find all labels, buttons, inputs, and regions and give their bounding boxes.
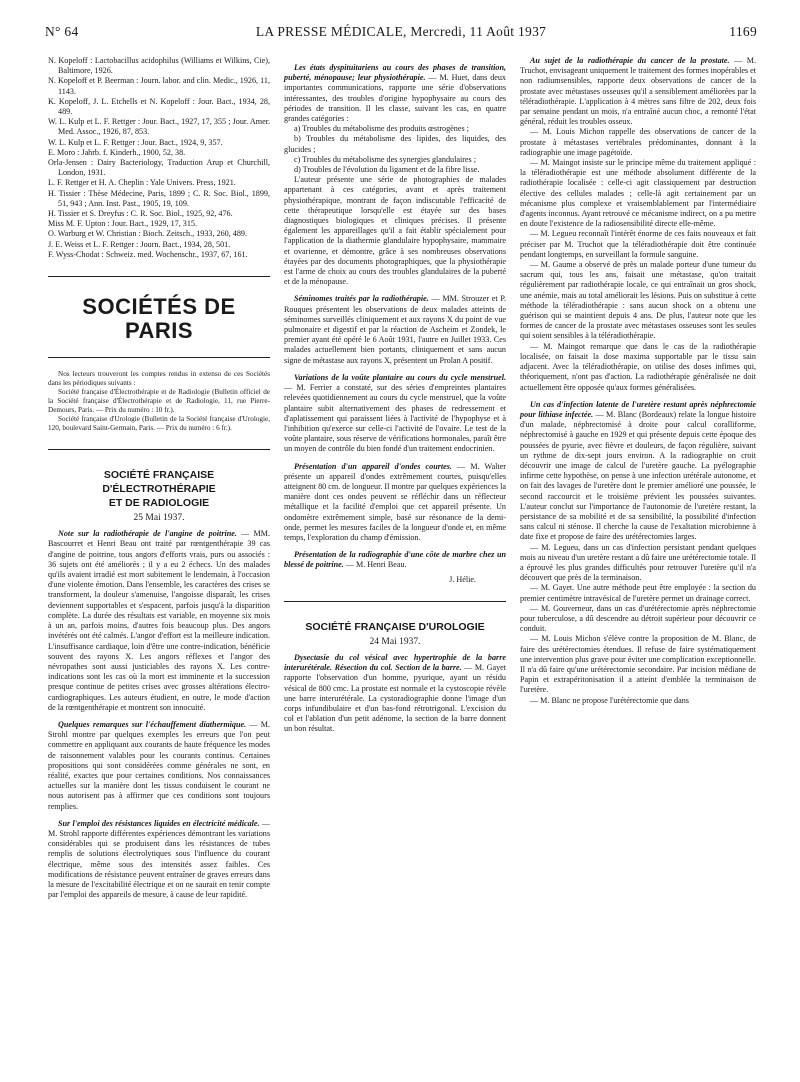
discussion: — M. Legueu, dans un cas d'infection persistant pendant quelques mois au niveau d'un uretère restant a dû faire une urétérectomie totale. Il a éprouvé les plus grandes difficultés pour retrouver l'uretère qu'il n'a découvert que près de la terminaison. [520, 542, 756, 583]
reference: H. Tissier et S. Dreyfus : C. R. Soc. Biol., 1925, 92, 476. [48, 209, 233, 219]
discussion: — M. Louis Michon rappelle des observations de cancer de la prostate à métastases vertébrales prédominantes, donnant à la radiographie une image pagétoïde. [520, 127, 756, 157]
reference: W. L. Kulp et L. F. Rettger : Jour. Bact., 1924, 9, 357. [48, 137, 223, 147]
reference: N. Kopeloff : Lactobacillus acidophilus (Williams et Wilkins, Cie), Baltimore, 1926. [48, 56, 270, 76]
communication-title: Présentation de la radiographie d'une côte de marbre chez un blessé de poitrine. [284, 550, 506, 570]
communication-title: Note sur la radiothérapie de l'angine de poitrine. [58, 529, 237, 539]
communication [284, 63, 506, 124]
session-date: 25 Mai 1937. [133, 513, 185, 524]
communication-title: Les états dyspituitariens au cours des phases de transition, puberté, ménopause; leur physiothérapie. [284, 63, 506, 83]
reference: Miss M. F. Upton : Jour. Bact., 1929, 17, 315. [48, 219, 197, 229]
issue-number: N° 64 [45, 24, 79, 39]
communication [284, 294, 506, 365]
communication-text: — M. Walter présente un appareil d'ondes extrêmement courtes, puisqu'elles atteignent 80 cm. de longueur. Il montre par quelques expériences la manière dont ces ondes peuvent se réfléchir dans un réflecteur métallique et la facilité d'emploi que cet appareil présente. Un ondomètre extrêmement simple, basé sur résonance de la demi-onde, permet les mesures faciles de la longueur d'onde et, en même temps, l'exploration du champ d'émission. [284, 461, 507, 542]
notice-item: Société française d'Électrothérapie et de Radiologie (Bulletin officiel de la Société française d'Électrothérapie et de Radiologie, 11, rue Pierre-Demours, Paris. — Prix du numéro : 10 fr.). [48, 388, 270, 415]
section-heading: SOCIÉTÉS DE PARIS [82, 294, 236, 344]
list-item: b) Troubles du métabolisme des lipides, des liquides, des glucides ; [284, 134, 506, 154]
communication [48, 819, 270, 901]
communication-title: Sur l'emploi des résistances liquides en électricité médicale. [58, 818, 260, 828]
communication-text: — M. Huet, dans deux importantes communications, rapporte une série d'observations intéressantes, des troubles d'origine hypophysaire au cours des périodes de transition. Il les classe, suivant les cas, en quatre grandes catégories : [284, 73, 506, 124]
communication-text: — M. Strohl montre par quelques exemples les erreurs que l'on peut commettre en appliquant aux courants de haute fréquence les modes de raisonnement valables pour les courants continus. Certaines propositions qui sont considérées comme générales ne sont, en réalité, exactes que pour certaines conditions. Nos connaissances actuelles sur la manière dont les tissus conduisent le courant ne nous autorisent pas à affirmer que ces conditions sont toujours remplies. [48, 719, 270, 811]
communication-text: — M. Ferrier a constaté, sur des séries d'empreintes plantaires relevées quotidiennement au cours du cycle menstruel, que la voûte plantaire subit alternativement des phases de redressement et d'aplatissement qui paraissent liées à l'activité de l'hypophyse et à l'inhibition qu'exerce sur celle-ci l'activité de l'ovaire. Le test de la voûte plantaire, sous réserve de vérifications hormonales, paraît être un moyen de contrôle du bien fondé d'un traitement endocrinien. [284, 383, 506, 454]
discussion: — M. Gaume a observé de près un malade porteur d'une tumeur du sacrum qui, tous les ans, faisait une métastase, qu'on traitait régulièrement par radiothérapie locale, ce qui entraînait un gros shock, une anémie, mais au total améliorait les lésions. Puis on substitue à cette méthode la téléradiothérapie : sans aucun shock on a obtenu une guérison qui se maintient depuis 4 ans. De plus, l'auteur note que les formes de cancer de la prostate avec métastases osseuses sont les seules qui soient sensibles à la téléradiothérapie. [520, 260, 756, 341]
reference: J. E. Weiss et L. F. Rettger : Journ. Bact., 1934, 28, 501. [48, 239, 231, 249]
reference: N. Kopeloff et P. Beerman : Journ. labor. and clin. Medic., 1926, 11, 1143. [48, 76, 270, 96]
communication-text: — MM. Strouzer et P. Rouques présentent les observations de deux malades atteints de séminomes surveillés cliniquement et aux rayons X du point de vue pulmonaire et digestif et par la réaction de Ascheim et Zondek, le premier ayant été opéré le 6 Août 1931, l'autre en Juillet 1933. Ces malades actuellement bien portants, cliniquement et sans aucun signe de métastase aux rayons X, présentent un Prolan A positif. [284, 294, 506, 365]
discussion: — M. Maingot insiste sur le principe même du traitement appliqué : la téléradiothérapie est une méthode absolument différente de la radiothérapie localisée : celle-ci agit classiquement par destruction élective des cellules malades ; celle-là agit certainement par un mécanisme plus complexe et vraisemblablement par l'intermédiaire d'agents inconnus. Ayant retrouvé ce mécanisme indirect, on a pu mettre en doute l'existence de la radiosensibilité directe elle-même. [520, 158, 756, 229]
discussion: — M. Maingot remarque que dans le cas de la radiothérapie localisée, on faisait la dose maxima supportable par le tissu sain adjacent. Avec la téléradiothérapie, on utilise des doses infimes qui, théoriquement, n'ont pas d'action. La radiothérapie généralisée ne doit actuellement être opposée qu'aux formes généralisées. [520, 341, 756, 392]
list-item: c) Troubles du métabolisme des synergies glandulaires ; [294, 154, 476, 164]
session-date: 24 Mai 1937. [369, 636, 421, 647]
journal-title: LA PRESSE MÉDICALE, Mercredi, 11 Août 1937 [255, 24, 547, 39]
reference: K. Kopeloff, J. L. Etchells et N. Kopeloff : Jour. Bact., 1934, 28, 489. [48, 96, 270, 117]
page-number: 1169 [729, 24, 757, 39]
communication-text: — M. Strohl rapporte différentes expériences démontrant les variations considérables qui se produisent dans les résistances de tubes remplis de solutions électrolytiques sous l'influence du courant électrique, même sous des intensités assez faibles. Ces modifications de résistance peuvent entraîner de graves erreurs dans la mesure de l'excitabilité électrique et on ne saurait en tenir compte par l'emploi des appareils de mesure, à cause de leur rapidité. [48, 818, 270, 900]
communication [48, 720, 270, 812]
society-title: ET DE RADIOLOGIE [108, 497, 210, 510]
reference: Orla-Jensen : Dairy Bacteriology, Traduction Arup et Churchill, London, 1931. [48, 158, 270, 178]
communication [48, 529, 270, 713]
communication [520, 56, 756, 127]
reference: W. L. Kulp et L. F. Rettger : Jour. Bact., 1927, 17, 355 ; Jour. Amer. Med. Assoc., 1926, 87, 853. [48, 117, 270, 137]
communication [284, 462, 506, 544]
divider [48, 276, 270, 277]
communication-title: Séminomes traités par la radiothérapie. [294, 294, 429, 304]
communication-text: — M. Truchot, envisageant uniquement le traitement des formes inopérables et non radiumsensibles, rapporte deux observations de cancer de la prostate avec métastases osseuses qu'il a sensiblement améliorées par la téléradiothérapie. L'application à 4 mètres sans filtre de 202, deux fois par semaine pendant un mois, n'a entraîné aucun choc, a remonté l'état général, réduit les troubles osseux. [520, 56, 756, 127]
discussion: — M. Louis Michon s'élève contre la proposition de M. Blanc, de faire des urétérectomies étendues. Il refuse de faire systématiquement une intervention plus grave pour éviter une complication exceptionnelle. Il n'a dû faire qu'une urétérectomie secondaire. Par incision médiane de Papin et extrapéritonisation il a atteint d'emblée la terminaison de l'uretère. [520, 634, 756, 695]
communication-title: Au sujet de la radiothérapie du cancer de la prostate. [530, 56, 730, 65]
reference: H. Tissier : Thèse Médecine, Paris, 1899 ; C. R. Soc. Biol., 1899, 51, 943 ; Ann. Inst. Past., 1905, 19, 109. [48, 188, 270, 208]
list-item: d) Troubles de l'évolution du ligament et de la fibre lisse. [294, 165, 480, 175]
communication [520, 400, 756, 543]
reference: F. Wyss-Chodat : Schweiz. med. Wochenschr., 1937, 67, 161. [48, 249, 248, 259]
communication-title: Quelques remarques sur l'échauffement diathermique. [58, 719, 247, 729]
reference: E. Moro : Jahrb. f. Kinderh., 1900, 52, 38. [48, 147, 186, 157]
reference: L. F. Rettger et H. A. Cheplin : Yale Univers. Press, 1921. [48, 178, 236, 188]
signature: J. Hélie. [449, 574, 476, 584]
communication [284, 550, 506, 570]
notice-item: Société française d'Urologie (Bulletin de la Société française d'Urologie, 120, boulevard Saint-Germain, Paris. — Prix du numéro : 6 fr.). [48, 415, 270, 433]
communication-title: Présentation d'un appareil d'ondes courtes. [294, 461, 452, 471]
list-item: a) Troubles du métabolisme des produits œstrogènes ; [294, 124, 469, 134]
communication-title: Un cas d'infection latente de l'uretère restant après néphrectomie pour lithiase infectée. [520, 399, 756, 419]
bibliography [48, 56, 270, 260]
communication-text: — MM. Bascourret et Henri Beau ont traité par rœntgenthérapie 39 cas d'angine de poitrine, tous angors d'efforts vrais, purs ou associés : 36 sujets ont été améliorés ; il y a eu 2 échecs. Un des malades qu'ils avaient irradié est mort subitement le lendemain, à l'occasion d'une violente émotion. Dans l'ensemble, les caractères des crises se transforment, la douleur s'amenuise, l'angoisse disparaît, les crises deviennent supportables et s'espacent, parfois jusqu'à la disparition complète. La durée des résultats est variable, en moyenne six mois à un an, parfois moins, d'autres fois beaucoup plus. Des angors invétérés ont été calmés. L'angor d'effort est la meilleure indication. L'insuffisance cardiaque, loin d'être une contre-indication, bénéficie souvent des rayons X. Les angors réflexes et l'angor des névropathes sont aussi justiciables des rayons X. Les contre-indications sont les cas où la mort est imminente et la succession presque continue de petites crises avec grosses altérations électro-cardiographiques. Les auteurs étudient, en outre, le mode d'action de la rœntgenthérapie et montrent son innocuité. [48, 529, 270, 712]
discussion: — M. Legueu reconnaît l'intérêt énorme de ces faits nouveaux et fait préciser par M. Truchot que la téléradiothérapie doit être continuée pendant longtemps, en surveillant la formule sanguine. [520, 229, 756, 259]
communication-text: — M. Gayet rapporte l'observation d'un homme, pyurique, ayant un résidu vésical de 800 cmc. La prostate est normale et la cystoscopie révèle une barre interurétérale. La cystoradiographie donne l'image d'un corps infundibulaire et d'un bas-fond rétrotrigonal. L'excision du col et l'ablation d'un petit adénome, la section de la barre donnent un bon résultat. [284, 663, 506, 734]
reference: O. Warburg et W. Christian : Bioch. Zeitsch., 1933, 260, 489. [48, 229, 247, 239]
discussion: — M. Gayet. Une autre méthode peut être employée : la section du premier centimètre intravésical de l'uretère permet un drainage correct. [520, 583, 756, 603]
communication [284, 653, 506, 735]
divider [284, 601, 506, 602]
running-header [45, 24, 757, 42]
communication-text: — M. Henri Beau. [343, 560, 407, 570]
column-1 [48, 56, 270, 900]
paragraph: L'auteur présente une série de photographies de malades appartenant à ces catégories, avant et après traitement physiothérapique, montrant de façon indiscutable l'efficacité de cette thérapeutique lorsqu'elle est étayée sur des bases diagnostiques biologiques et cliniques précises. Il présente également les appareillages qu'il a fait établir spécialement pour l'application de la diathermie glandulaire hypophysaire, mammaire et ovarienne, et démontre, grâce à ses nombreuses observations étayées par des documents photographiques, que la physiothérapie est l'arme de choix au cours des troubles glandulaires de la puberté et de la ménopause. [284, 175, 506, 287]
discussion: — M. Gouverneur, dans un cas d'urétérectomie après néphrectomie pour tuberculose, a dû descendre au détroit supérieur pour découvrir ce conduit. [520, 603, 756, 634]
divider [48, 357, 270, 358]
society-title: SOCIÉTÉ FRANÇAISE D'UROLOGIE [305, 620, 485, 633]
communication-title: Dysectasie du col vésical avec hypertrophie de la barre interurétérale. Résection du col. Section de la barre. [284, 652, 506, 673]
communication [284, 373, 506, 455]
discussion: — M. Blanc ne propose l'urétérectomie que dans [530, 695, 689, 705]
society-title: SOCIÉTÉ FRANÇAISE D'ÉLECTROTHÉRAPIE [102, 469, 216, 496]
divider [48, 449, 270, 450]
communication-text: — M. Blanc (Bordeaux) relate la longue histoire d'un malade, néphrectomisé à droite pour calcul coralliforme, néphrectomisé à gauche en 1929 et qui présente depuis cette époque des poussées de pyurie, avec fièvre et douleurs, de façon régulière, suivant un rythme de dix-sept jours environ. A la radiographie on croit découvrir une image de calcul de l'uretère gauche. La pyélographie infirme cette hypothèse, on pense à une infection urétérale autonome, et on fait des lavages de l'uretère dont le premier amélioré une poussée, le second raccourcit et le troisième prévient les poussées suivantes. L'auteur conclut sur l'importance de l'autonomie de l'uretère restant, la persistance de sa mobilité et de sa sensibilité, la possibilité d'infection sans calcul ni sténose. Il cherche la cause de l'exaltation microbienne à date fixe et propose de faire des urétérectomies larges. [520, 409, 756, 542]
notice-intro: Nos lecteurs trouveront les comptes rendus in extenso de ces Sociétés dans les périodiques suivants : [48, 370, 270, 388]
communication-title: Variations de la voûte plantaire au cours du cycle menstruel. [294, 372, 506, 382]
column-2 [284, 56, 506, 735]
column-3 [520, 56, 756, 706]
